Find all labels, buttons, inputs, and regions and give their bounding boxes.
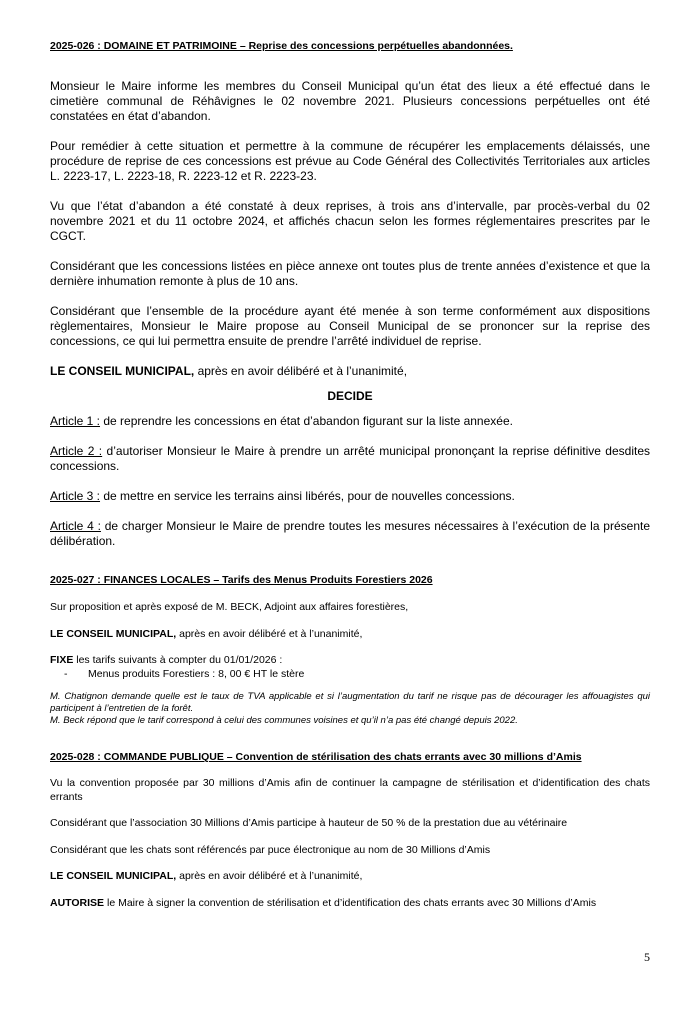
fixe-statement [50, 654, 650, 668]
autorise-statement [50, 897, 650, 911]
article-3 [50, 489, 650, 504]
section-title-2025-027: 2025-027 : FINANCES LOCALES – Tarifs des Menus Produits Forestiers 2026 [50, 574, 433, 586]
article-label: Article 1 : [50, 414, 101, 428]
article-text: de charger Monsieur le Maire de prendre toutes les mesures nécessaires à l’exécution de la présente délibération. [50, 519, 651, 548]
page-number: 5 [644, 950, 650, 964]
paragraph: Monsieur le Maire informe les membres du Conseil Municipal qu’un état des lieux a été effectué dans le cimetière communal de Réhâvignes le 02 novembre 2021. Plusieurs concessions perpétuelles ont été constatées en état d’abandon. [50, 79, 650, 123]
discussion-note: M. Chatignon demande quelle est le taux de TVA applicable et si l’augmentation du tarif ne risque pas de décourager les affouagistes qui participent à l’entretien de la forêt. [50, 691, 650, 714]
article-2 [50, 444, 650, 474]
document-page [50, 40, 650, 910]
decide-heading: DECIDE [327, 389, 373, 403]
article-label: Article 4 : [50, 519, 101, 533]
article-text: d’autoriser Monsieur le Maire à prendre un arrêté municipal prononçant la reprise définitive desdites concessions. [50, 444, 651, 473]
autorise-label: AUTORISE [50, 896, 105, 909]
section-title-2025-028: 2025-028 : COMMANDE PUBLIQUE – Convention de stérilisation des chats errants avec 30 millions d’Amis [50, 751, 582, 763]
council-statement [50, 364, 650, 379]
council-label: LE CONSEIL MUNICIPAL, [50, 364, 195, 378]
paragraph: Considérant que l’ensemble de la procédure ayant été menée à son terme conformément aux dispositions règlementaires, Monsieur le Maire propose au Conseil Municipal de se prononcer sur la reprise des concessions, ce qui lui permettra ensuite de prendre l’arrêté individuel de reprise. [50, 304, 650, 348]
article-1 [50, 414, 650, 429]
article-text: de reprendre les concessions en état d’abandon figurant sur la liste annexée. [100, 414, 513, 428]
paragraph: Vu la convention proposée par 30 millions d’Amis afin de continuer la campagne de stérilisation et d’identification des chats errants [50, 777, 650, 803]
article-label: Article 2 : [50, 444, 103, 458]
council-text: après en avoir délibéré et à l’unanimité, [176, 627, 363, 640]
fixe-text: les tarifs suivants à compter du 01/01/2026 : [73, 654, 283, 666]
paragraph: Sur proposition et après exposé de M. BECK, Adjoint aux affaires forestières, [50, 601, 409, 613]
article-4 [50, 519, 650, 549]
paragraph: Considérant que les chats sont référencés par puce électronique au nom de 30 Millions d’Amis [50, 843, 491, 856]
paragraph: Considérant que l’association 30 Millions d’Amis participe à hauteur de 50 % de la prestation due au vétérinaire [50, 817, 568, 829]
council-label: LE CONSEIL MUNICIPAL, [50, 870, 177, 882]
council-label: LE CONSEIL MUNICIPAL, [50, 627, 177, 640]
paragraph: Pour remédier à cette situation et permettre à la commune de récupérer les emplacements délaissés, une procédure de reprise de ces concessions est prévue au Code Général des Collectivités Territoriales aux articles L. 2223-17, L. 2223-18, R. 2223-12 et R. 2223-23. [50, 139, 650, 183]
paragraph: Vu que l’état d’abandon a été constaté à deux reprises, à trois ans d’intervalle, par procès-verbal du 02 novembre 2021 et du 11 octobre 2024, et affichés chacun selon les formes réglementaires prescrites par le CGCT. [50, 199, 650, 243]
section-title-2025-026: 2025-026 : DOMAINE ET PATRIMOINE – Reprise des concessions perpétuelles abandonnées. [50, 40, 513, 52]
council-text: après en avoir délibéré et à l’unanimité, [176, 870, 363, 882]
tariff-text: Menus produits Forestiers : 8, 00 € HT le stère [88, 667, 305, 680]
article-label: Article 3 : [50, 489, 101, 503]
council-statement [50, 870, 650, 884]
bullet-dash: - [64, 667, 68, 680]
paragraph: Considérant que les concessions listées en pièce annexe ont toutes plus de trente années d’existence et que la dernière inhumation remonte à plus de 10 ans. [50, 259, 650, 288]
council-text: après en avoir délibéré et à l’unanimité, [194, 364, 408, 378]
autorise-text: le Maire à signer la convention de stérilisation et d’identification des chats errants avec 30 Millions d’Amis [104, 896, 597, 909]
tariff-item [50, 668, 650, 682]
council-statement [50, 628, 650, 642]
article-text: de mettre en service les terrains ainsi libérés, pour de nouvelles concessions. [100, 489, 515, 503]
discussion-note: M. Beck répond que le tarif correspond à celui des communes voisines et qu’il n’a pas été changé depuis 2022. [50, 715, 518, 726]
fixe-label: FIXE [50, 654, 74, 666]
